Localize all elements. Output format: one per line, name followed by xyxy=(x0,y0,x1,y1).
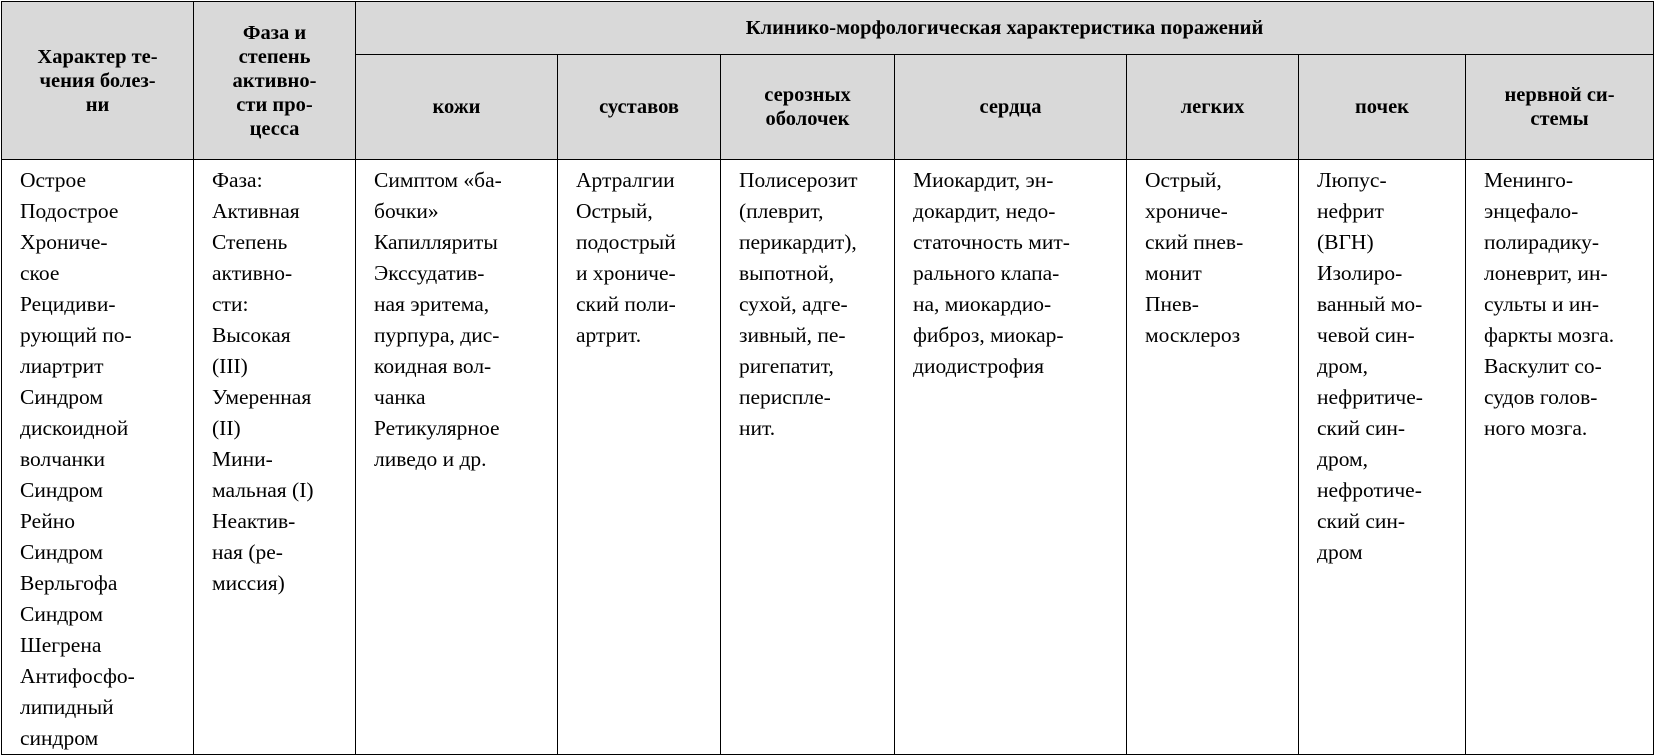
text-line: миссия) xyxy=(212,571,285,595)
text-line: Менинго- xyxy=(1484,168,1574,192)
text-line: липидный xyxy=(20,695,114,719)
text-line: ский пнев- xyxy=(1145,230,1244,254)
text-line: Полисерозит xyxy=(739,168,858,192)
text-line: лиартрит xyxy=(20,354,104,378)
text-line: Миокардит, эн- xyxy=(913,168,1054,192)
text-line: статочность мит- xyxy=(913,230,1070,254)
text-line: Умеренная xyxy=(212,385,312,409)
text-line: москлероз xyxy=(1145,323,1241,347)
text-line: бочки» xyxy=(374,199,439,223)
text-line: нефритиче- xyxy=(1317,385,1423,409)
text-line: хрониче- xyxy=(1145,199,1228,223)
header-kidneys xyxy=(1299,55,1466,160)
cell-serous xyxy=(721,160,895,755)
text-line: активно- xyxy=(212,261,293,285)
text-line: полирадику- xyxy=(1484,230,1599,254)
text-line: дром xyxy=(1317,540,1363,564)
text-line: сухой, адге- xyxy=(739,292,848,316)
text-line: чения болез- xyxy=(39,69,156,92)
text-line: сульты и ин- xyxy=(1484,292,1600,316)
text-line: Фаза и xyxy=(242,21,307,44)
cell-lungs xyxy=(1127,160,1299,755)
text-line: ни xyxy=(85,93,110,116)
text-line: периспле- xyxy=(739,385,831,409)
text-line: докардит, недо- xyxy=(913,199,1056,223)
text-line: Фаза: xyxy=(212,168,263,192)
text-line: Острый, xyxy=(1145,168,1222,192)
text-line: кожи xyxy=(432,96,481,118)
text-line: лоневрит, ин- xyxy=(1484,261,1608,285)
cell-kidneys xyxy=(1299,160,1466,755)
text-line: ного мозга. xyxy=(1484,416,1588,440)
text-line: (III) xyxy=(212,354,248,378)
text-line: Пнев- xyxy=(1145,292,1199,316)
header-lungs xyxy=(1127,55,1299,160)
text-line: Синдром xyxy=(20,602,103,626)
text-line: перикардит), xyxy=(739,230,857,254)
cell-nervous xyxy=(1466,160,1654,755)
text-line: и хрониче- xyxy=(576,261,676,285)
text-line: ский син- xyxy=(1317,509,1406,533)
cell-phase xyxy=(194,160,356,755)
text-line: Степень xyxy=(212,230,288,254)
text-line: чевой син- xyxy=(1317,323,1415,347)
text-line: коидная вол- xyxy=(374,354,492,378)
text-line: (II) xyxy=(212,416,241,440)
text-line: зивный, пе- xyxy=(739,323,846,347)
text-line: судов голов- xyxy=(1484,385,1598,409)
cell-skin xyxy=(356,160,558,755)
cell-course xyxy=(2,160,194,755)
text-line: ский поли- xyxy=(576,292,676,316)
text-line: волчанки xyxy=(20,447,106,471)
text-line: суставов xyxy=(599,96,679,118)
text-line: дискоидной xyxy=(20,416,129,440)
text-line: Антифосфо- xyxy=(20,664,135,688)
text-line: нервной си- xyxy=(1504,84,1615,106)
text-line: монит xyxy=(1145,261,1202,285)
text-line: Мини- xyxy=(212,447,273,471)
header-course xyxy=(2,2,194,160)
text-line: на, миокардио- xyxy=(913,292,1052,316)
text-line: Хрониче- xyxy=(20,230,108,254)
text-line: пурпура, дис- xyxy=(374,323,500,347)
text-line: оболочек xyxy=(765,108,850,130)
text-line: нефротиче- xyxy=(1317,478,1422,502)
header-main: Клинико-морфологическая характеристика поражений xyxy=(356,2,1654,55)
text-line: артрит. xyxy=(576,323,642,347)
text-line: Васкулит со- xyxy=(1484,354,1602,378)
text-line: Рецидиви- xyxy=(20,292,116,316)
text-line: Острое xyxy=(20,168,87,192)
text-line: стемы xyxy=(1530,108,1589,130)
text-line: рующий по- xyxy=(20,323,132,347)
text-line: Люпус- xyxy=(1317,168,1387,192)
text-line: рального клапа- xyxy=(913,261,1060,285)
text-line: Капилляриты xyxy=(374,230,498,254)
text-line: фиброз, миокар- xyxy=(913,323,1064,347)
text-line: чанка xyxy=(374,385,426,409)
text-line: ванный мо- xyxy=(1317,292,1423,316)
text-line: (ВГН) xyxy=(1317,230,1374,254)
text-line: Подострое xyxy=(20,199,119,223)
header-heart xyxy=(895,55,1127,160)
text-line: выпотной, xyxy=(739,261,835,285)
header-phase xyxy=(194,2,356,160)
text-line: ная эритема, xyxy=(374,292,490,316)
text-line: Активная xyxy=(212,199,300,223)
text-line: сти про- xyxy=(236,93,313,116)
text-line: мальная (I) xyxy=(212,478,314,502)
text-line: Ретикулярное xyxy=(374,416,500,440)
text-line: Характер те- xyxy=(37,45,158,68)
text-line: Синдром xyxy=(20,540,103,564)
text-line: Неактив- xyxy=(212,509,296,533)
text-line: Шегрена xyxy=(20,633,102,657)
text-line: нефрит xyxy=(1317,199,1384,223)
text-line: ливедо и др. xyxy=(374,447,487,471)
cell-joints xyxy=(558,160,721,755)
header-nervous xyxy=(1466,55,1654,160)
text-line: Рейно xyxy=(20,509,75,533)
text-line: Синдром xyxy=(20,478,103,502)
text-line: цесса xyxy=(249,117,300,140)
text-line: Симптом «ба- xyxy=(374,168,502,192)
text-line: серозных xyxy=(764,84,851,106)
text-line: дром, xyxy=(1317,354,1369,378)
text-line: Экссудатив- xyxy=(374,261,485,285)
text-line: подострый xyxy=(576,230,676,254)
header-serous xyxy=(721,55,895,160)
text-line: Артралгии xyxy=(576,168,675,192)
text-line: активно- xyxy=(232,69,317,92)
text-line: Изолиро- xyxy=(1317,261,1403,285)
cell-heart xyxy=(895,160,1127,755)
text-line: диодистрофия xyxy=(913,354,1045,378)
text-line: сти: xyxy=(212,292,249,316)
header-joints xyxy=(558,55,721,160)
text-line: Верльгофа xyxy=(20,571,118,595)
text-line: сердца xyxy=(979,96,1042,118)
text-line: синдром xyxy=(20,726,99,750)
disease-characteristics-table xyxy=(1,1,1654,755)
text-line: ское xyxy=(20,261,60,285)
text-line: Острый, xyxy=(576,199,653,223)
text-line: Высокая xyxy=(212,323,291,347)
text-line: (плеврит, xyxy=(739,199,824,223)
text-line: почек xyxy=(1354,96,1409,118)
text-line: фаркты мозга. xyxy=(1484,323,1615,347)
text-line: нит. xyxy=(739,416,776,440)
text-line: ригепатит, xyxy=(739,354,834,378)
text-line: дром, xyxy=(1317,447,1369,471)
text-line: степень xyxy=(238,45,311,68)
text-line: Синдром xyxy=(20,385,103,409)
text-line: ский син- xyxy=(1317,416,1406,440)
text-line: ная (ре- xyxy=(212,540,283,564)
header-skin xyxy=(356,55,558,160)
text-line: легких xyxy=(1180,96,1245,118)
text-line: энцефало- xyxy=(1484,199,1579,223)
